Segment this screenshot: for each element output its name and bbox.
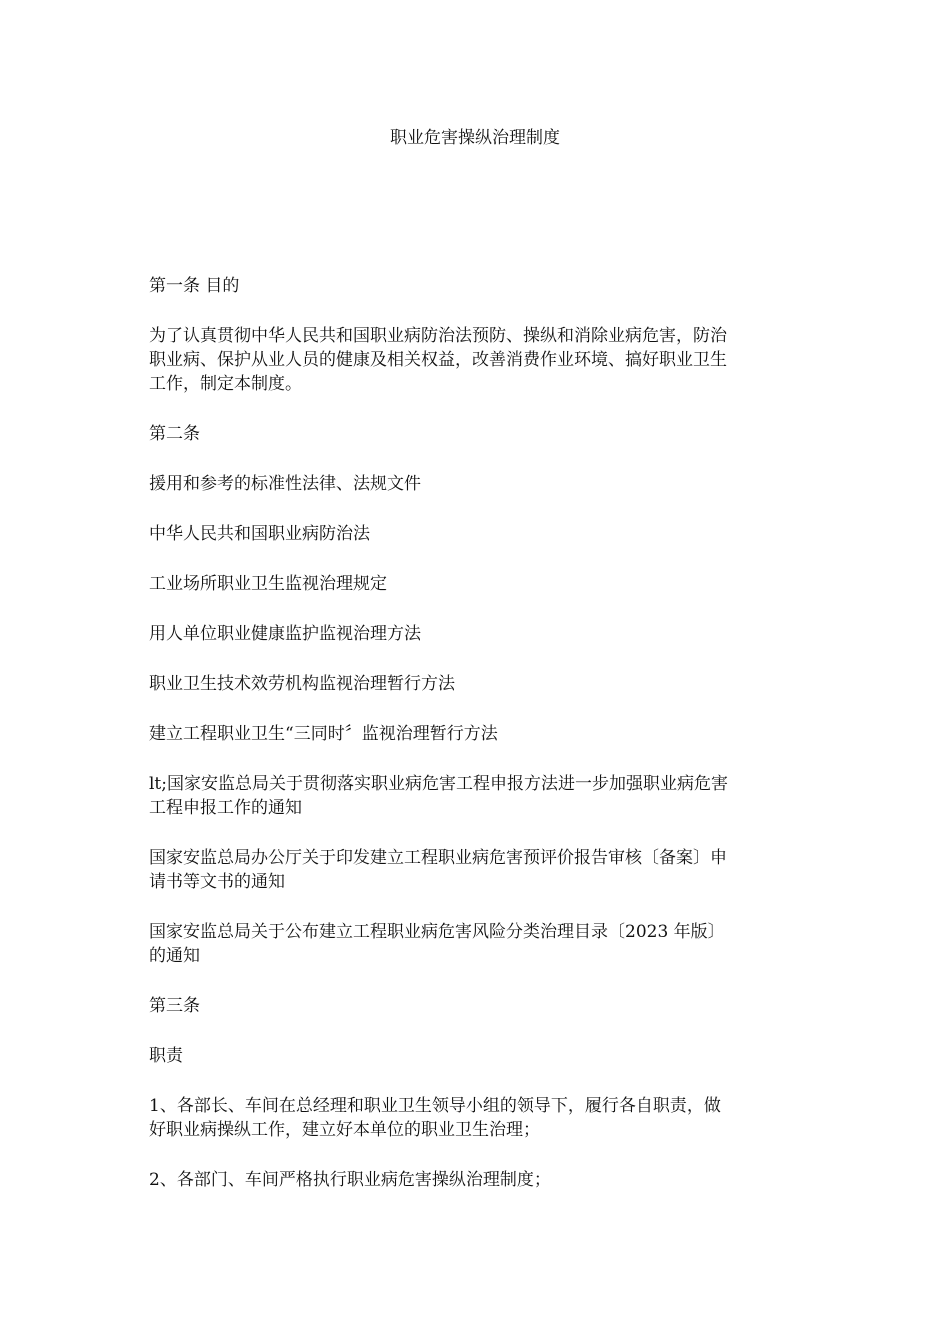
reference-item: 国家安监总局办公厅关于印发建立工程职业病危害预评价报告审核〔备案〕申 请书等文书的通知 [149,848,727,892]
responsibility-item: 2、各部门、车间严格执行职业病危害操纵治理制度； [149,1170,551,1190]
article-2-heading: 第二条 [149,424,200,444]
article-1-heading: 第一条 目的 [149,276,240,296]
references-intro: 援用和参考的标准性法律、法规文件 [149,474,421,494]
reference-item: 中华人民共和国职业病防治法 [149,524,370,544]
reference-item: lt;国家安监总局关于贯彻落实职业病危害工程申报方法进一步加强职业病危害 工程申报工作的通知 [149,774,728,818]
reference-item: 建立工程职业卫生“三同时〞监视治理暂行方法 [149,724,498,744]
responsibilities-heading: 职责 [149,1046,183,1066]
reference-item: 国家安监总局关于公布建立工程职业病危害风险分类治理目录〔2023 年版〕 的通知 [149,922,725,966]
document-body [149,274,804,1218]
reference-item: 工业场所职业卫生监视治理规定 [149,574,387,594]
article-1-text: 为了认真贯彻中华人民共和国职业病防治法预防、操纵和消除业病危害，防治 职业病、保护从业人员的健康及相关权益，改善消费作业环境、搞好职业卫生 工作，制定本制度。 [149,326,727,394]
article-3-heading: 第三条 [149,996,200,1016]
reference-item: 职业卫生技术效劳机构监视治理暂行方法 [149,674,455,694]
reference-item: 用人单位职业健康监护监视治理方法 [149,624,421,644]
responsibility-item: 1、各部长、车间在总经理和职业卫生领导小组的领导下，履行各自职责，做 好职业病操纵工作，建立好本单位的职业卫生治理； [149,1096,721,1140]
document-title: 职业危害操纵治理制度 [390,128,560,148]
